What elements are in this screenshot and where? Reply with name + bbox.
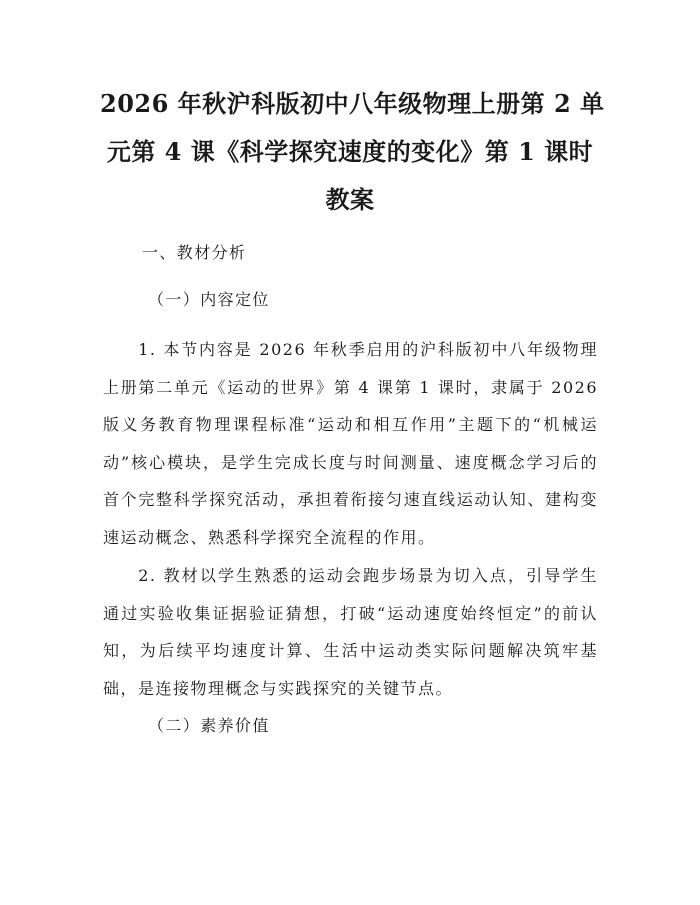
paragraph-2: 2. 教材以学生熟悉的运动会跑步场景为切入点，引导学生通过实验收集证据验证猜想，打破“运动速度始终恒定”的前认知，为后续平均速度计算、生活中运动类实际问题解决筑牢基础，是连接物理概念与实践探究的关键节点。 <box>103 566 598 698</box>
paragraph-1: 1. 本节内容是 2026 年秋季启用的沪科版初中八年级物理上册第二单元《运动的世界》第 4 课第 1 课时，隶属于 2026 版义务教育物理课程标准“运动和相互作用”主题下的“机械运动”核心模块，是学生完成长度与时间测量、速度概念学习后的首个完整科学探究活动，承担着衔接匀速直线运动认知、建构变速运动概念、熟悉科学探究全流程的作用。 <box>103 340 598 547</box>
title-line-2: 元第 4 课《科学探究速度的变化》第 1 课时 <box>106 137 594 166</box>
subsection-heading-literacy-value: （二）素养价值 <box>148 716 270 735</box>
section-heading-materials-analysis: 一、教材分析 <box>142 243 247 262</box>
title-line-1: 2026 年秋沪科版初中八年级物理上册第 2 单 <box>100 89 605 118</box>
subsection-heading-content-positioning: （一）内容定位 <box>148 290 270 309</box>
title-line-3: 教案 <box>325 185 375 214</box>
